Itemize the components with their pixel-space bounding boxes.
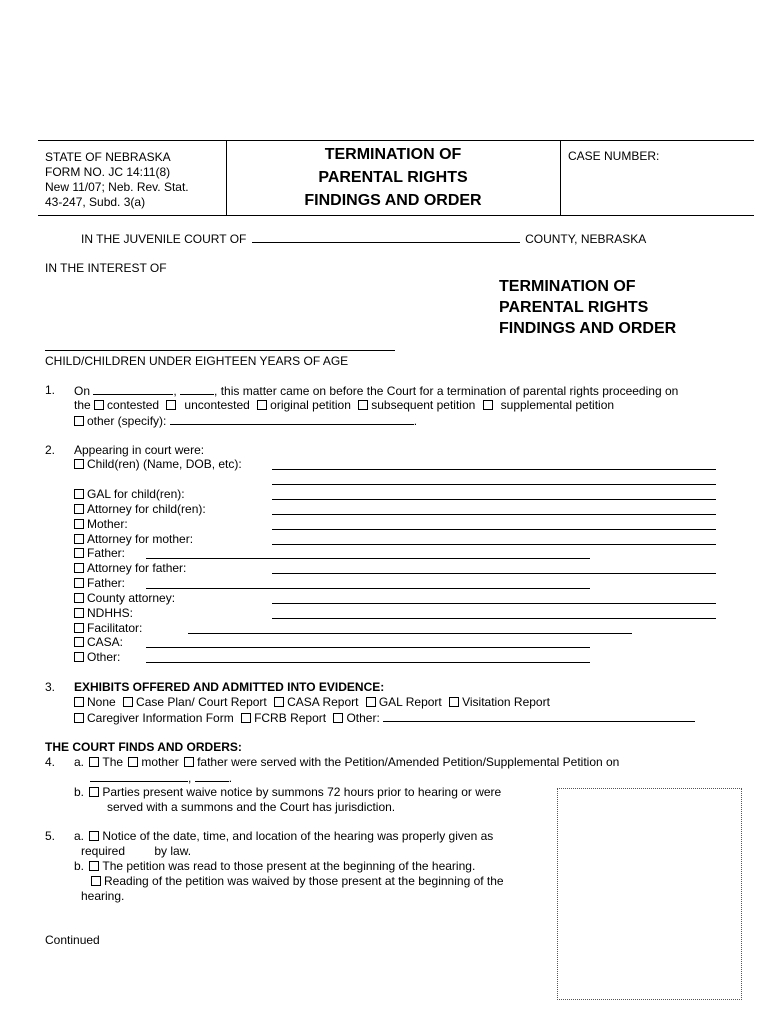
- attorney-child-line[interactable]: [272, 514, 716, 515]
- uncontested-checkbox[interactable]: [166, 400, 176, 410]
- attorney-father-checkbox[interactable]: [74, 563, 84, 573]
- county-attorney-line[interactable]: [272, 603, 716, 604]
- gal-line[interactable]: [272, 499, 716, 500]
- appearance-other: Other:: [74, 650, 120, 664]
- exhibit-gal-report-checkbox[interactable]: [366, 697, 376, 707]
- served-the-checkbox[interactable]: [89, 757, 99, 767]
- appearance-ndhhs: NDHHS:: [74, 606, 133, 620]
- gal-checkbox[interactable]: [74, 489, 84, 499]
- appearance-father-2: Father:: [74, 576, 125, 590]
- served-mother-checkbox[interactable]: [128, 757, 138, 767]
- facilitator-line[interactable]: [188, 633, 632, 634]
- continued-label: Continued: [45, 933, 100, 947]
- mother-line[interactable]: [272, 529, 716, 530]
- item5a-line1: a. Notice of the date, time, and location of the hearing was properly given as: [74, 829, 494, 843]
- item4-number: 4.: [45, 755, 56, 769]
- child-name-field[interactable]: [45, 282, 395, 348]
- header-top-rule: [38, 140, 754, 141]
- child-info-line-1[interactable]: [272, 469, 716, 470]
- child-caption-rule: [45, 350, 395, 351]
- attorney-child-checkbox[interactable]: [74, 504, 84, 514]
- exhibit-other-checkbox[interactable]: [333, 713, 343, 723]
- item5b-line3: hearing.: [81, 889, 125, 903]
- original-petition-checkbox[interactable]: [257, 400, 267, 410]
- other-specify-checkbox[interactable]: [74, 416, 84, 426]
- item1-number: 1.: [45, 383, 56, 397]
- reading-waived-checkbox[interactable]: [91, 876, 101, 886]
- county-name-field[interactable]: [252, 231, 520, 243]
- hearing-date-field[interactable]: [93, 383, 173, 395]
- appearance-casa: CASA:: [74, 635, 123, 649]
- county-attorney-checkbox[interactable]: [74, 593, 84, 603]
- item1-line2: the contested uncontested original petition subsequent petition supplemental petition: [74, 398, 615, 412]
- form-identification: [45, 150, 189, 210]
- item4b-line1: b. Parties present waive notice by summons 72 hours prior to hearing or were: [74, 785, 502, 799]
- appearance-gal: GAL for child(ren):: [74, 487, 185, 501]
- court-line: IN THE JUVENILE COURT OF COUNTY, NEBRASKA: [81, 232, 647, 246]
- other-appearance-line[interactable]: [146, 662, 590, 663]
- item2-number: 2.: [45, 443, 56, 457]
- item1-line3: other (specify): .: [74, 413, 417, 428]
- header-title: TERMINATION OF PARENTAL RIGHTS FINDINGS AND ORDER: [304, 146, 482, 209]
- court-stamp-box[interactable]: [557, 788, 742, 1000]
- facilitator-checkbox[interactable]: [74, 623, 84, 633]
- subsequent-petition-checkbox[interactable]: [358, 400, 368, 410]
- appearance-attorney-mother: Attorney for mother:: [74, 532, 193, 546]
- exhibit-visitation-report-checkbox[interactable]: [449, 697, 459, 707]
- header-bottom-rule: [38, 215, 754, 216]
- casa-checkbox[interactable]: [74, 637, 84, 647]
- attorney-mother-checkbox[interactable]: [74, 534, 84, 544]
- case-number-label: CASE NUMBER:: [568, 149, 660, 163]
- petition-read-checkbox[interactable]: [89, 861, 99, 871]
- casa-line[interactable]: [146, 647, 590, 648]
- father-2-checkbox[interactable]: [74, 578, 84, 588]
- item3-number: 3.: [45, 680, 56, 694]
- item4b-line2: served with a summons and the Court has jurisdiction.: [107, 800, 396, 814]
- notice-given-checkbox[interactable]: [89, 831, 99, 841]
- waive-notice-checkbox[interactable]: [89, 787, 99, 797]
- exhibits-row-2: Caregiver Information Form FCRB Report Other:: [74, 710, 695, 725]
- service-year-field[interactable]: [195, 770, 229, 782]
- case-number-field[interactable]: [566, 168, 750, 210]
- item4a-line2: , .: [90, 770, 232, 785]
- exhibit-case-plan-checkbox[interactable]: [123, 697, 133, 707]
- appearance-mother: Mother:: [74, 517, 128, 531]
- other-appearance-checkbox[interactable]: [74, 652, 84, 662]
- appearance-facilitator: Facilitator:: [74, 621, 142, 635]
- form-state: STATE OF NEBRASKA: [45, 150, 171, 164]
- appearance-child: Child(ren) (Name, DOB, etc):: [74, 457, 242, 471]
- exhibit-caregiver-checkbox[interactable]: [74, 713, 84, 723]
- child-checkbox[interactable]: [74, 459, 84, 469]
- item5b-line1: b. The petition was read to those present at the beginning of the hearing.: [74, 859, 476, 873]
- ndhhs-checkbox[interactable]: [74, 608, 84, 618]
- father-2-line[interactable]: [146, 588, 590, 589]
- item5a-line2: required by law.: [81, 844, 192, 858]
- child-caption: CHILD/CHILDREN UNDER EIGHTEEN YEARS OF AGE: [45, 354, 349, 368]
- appearance-county-attorney: County attorney:: [74, 591, 175, 605]
- header-divider-right: [560, 140, 561, 215]
- item3-heading: EXHIBITS OFFERED AND ADMITTED INTO EVIDENCE:: [74, 680, 385, 694]
- form-statute: 43-247, Subd. 3(a): [45, 195, 146, 209]
- interest-label: IN THE INTEREST OF: [45, 261, 167, 275]
- hearing-year-field[interactable]: [180, 383, 214, 395]
- findings-heading: THE COURT FINDS AND ORDERS:: [45, 740, 242, 754]
- father-1-checkbox[interactable]: [74, 548, 84, 558]
- item4a-line1: a. The mother father were served with the Petition/Amended Petition/Supplemental Petition on: [74, 755, 620, 769]
- caption-title: TERMINATION OF PARENTAL RIGHTS FINDINGS AND ORDER: [499, 278, 677, 337]
- item1-line1: On , , this matter came on before the Court for a termination of parental rights proceeding on: [74, 384, 679, 398]
- mother-checkbox[interactable]: [74, 519, 84, 529]
- father-1-line[interactable]: [146, 558, 590, 559]
- attorney-mother-line[interactable]: [272, 544, 716, 545]
- supplemental-petition-checkbox[interactable]: [483, 400, 493, 410]
- exhibit-fcrb-checkbox[interactable]: [241, 713, 251, 723]
- appearance-attorney-child: Attorney for child(ren):: [74, 502, 206, 516]
- item5b-line2: Reading of the petition was waived by those present at the beginning of the: [91, 874, 504, 888]
- exhibit-none-checkbox[interactable]: [74, 697, 84, 707]
- form-number: FORM NO. JC 14:11(8): [45, 165, 171, 179]
- item5-number: 5.: [45, 829, 56, 843]
- exhibits-row-1: None Case Plan/ Court Report CASA Report GAL Report Visitation Report: [74, 695, 550, 709]
- item2-heading: Appearing in court were:: [74, 443, 205, 457]
- appearance-father-1: Father:: [74, 546, 125, 560]
- exhibit-casa-report-checkbox[interactable]: [274, 697, 284, 707]
- exhibit-other-field[interactable]: [383, 710, 695, 722]
- appearance-attorney-father: Attorney for father:: [74, 561, 186, 575]
- ndhhs-line[interactable]: [272, 618, 716, 619]
- child-info-line-2[interactable]: [272, 484, 716, 485]
- service-date-field[interactable]: [90, 770, 188, 782]
- form-revision: New 11/07; Neb. Rev. Stat.: [45, 180, 189, 194]
- contested-checkbox[interactable]: [94, 400, 104, 410]
- other-specify-field[interactable]: [170, 413, 414, 425]
- served-father-checkbox[interactable]: [184, 757, 194, 767]
- attorney-father-line[interactable]: [272, 573, 716, 574]
